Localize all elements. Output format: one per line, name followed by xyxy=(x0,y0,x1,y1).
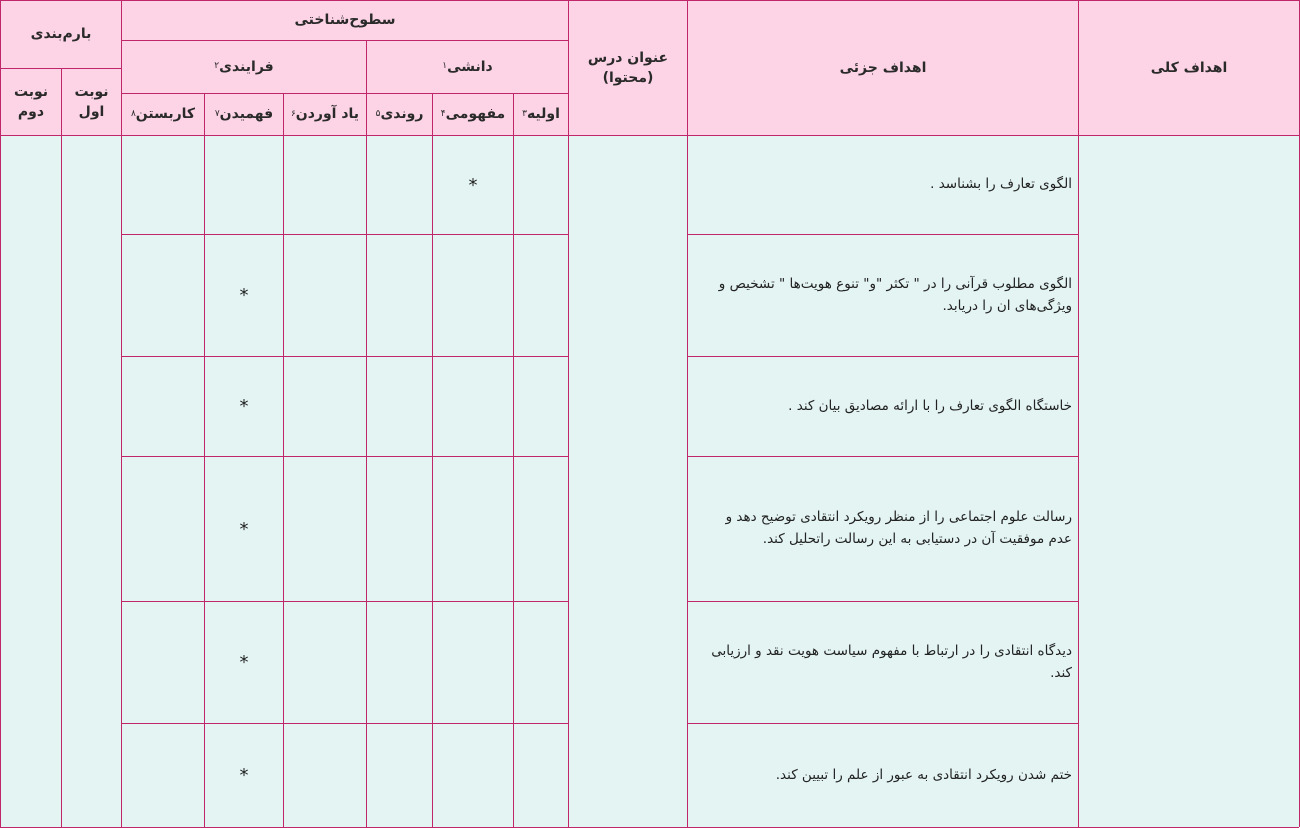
level-mark xyxy=(513,136,568,235)
level-mark xyxy=(366,136,432,235)
level-mark xyxy=(432,457,513,602)
level-mark xyxy=(366,602,432,724)
level-mark xyxy=(432,602,513,724)
objective-cell: ختم شدن رویکرد انتقادی به عبور از علم را تبیین کند. xyxy=(687,724,1078,828)
level-mark xyxy=(366,235,432,357)
level-mark xyxy=(366,357,432,457)
level-mark xyxy=(513,357,568,457)
level-mark xyxy=(283,136,366,235)
level-mark xyxy=(121,235,204,357)
header-scoring: بارم‌بندی xyxy=(0,1,121,69)
level-mark xyxy=(283,235,366,357)
level-mark xyxy=(432,357,513,457)
objective-cell: خاستگاه الگوی تعارف را با ارائه مصادیق بیان کند . xyxy=(687,357,1078,457)
objective-cell: دیدگاه انتقادی را در ارتباط با مفهوم سیاست هویت نقد و ارزیابی کند. xyxy=(687,602,1078,724)
level-mark xyxy=(283,724,366,828)
level-mark xyxy=(121,724,204,828)
level-mark xyxy=(366,724,432,828)
header-cognitive-levels: سطوح‌شناختی xyxy=(121,1,568,41)
level-primary: اولیه ۳ xyxy=(513,94,568,136)
lesson-title-cell xyxy=(568,136,687,828)
objective-cell: رسالت علوم اجتماعی را از منظر رویکرد انتقادی توضیح دهد و عدم موفقیت آن در دستیابی به این رسالت راتحلیل کند. xyxy=(687,457,1078,602)
level-mark xyxy=(121,357,204,457)
level-mark xyxy=(121,136,204,235)
level-procedural: روندی ۵ xyxy=(366,94,432,136)
header-lesson-title: عنوان درس (محتوا) xyxy=(568,1,687,136)
level-mark: * xyxy=(204,457,283,602)
second-term-score-cell xyxy=(0,136,61,828)
level-mark: * xyxy=(432,136,513,235)
level-mark: * xyxy=(204,357,283,457)
level-mark xyxy=(366,457,432,602)
level-mark xyxy=(513,602,568,724)
header-second-term: نوبت دوم xyxy=(0,69,61,136)
level-mark xyxy=(513,457,568,602)
level-mark xyxy=(513,724,568,828)
header-first-term: نوبت اول xyxy=(61,69,121,136)
header-process: فرایندی ۲ xyxy=(121,41,366,94)
level-mark: * xyxy=(204,235,283,357)
level-applying: کاربستن ۸ xyxy=(121,94,204,136)
header-knowledge: دانشی ۱ xyxy=(366,41,568,94)
level-understanding: فهمیدن ۷ xyxy=(204,94,283,136)
level-remembering: یاد آوردن ۶ xyxy=(283,94,366,136)
level-mark xyxy=(283,457,366,602)
level-mark xyxy=(121,457,204,602)
header-general-goals: اهداف کلی xyxy=(1078,1,1299,136)
first-term-score-cell xyxy=(61,136,121,828)
level-mark xyxy=(121,602,204,724)
level-mark xyxy=(432,235,513,357)
level-conceptual: مفهومی ۴ xyxy=(432,94,513,136)
level-mark xyxy=(283,602,366,724)
level-mark xyxy=(283,357,366,457)
level-mark xyxy=(513,235,568,357)
level-mark xyxy=(432,724,513,828)
general-goals-cell xyxy=(1078,136,1299,828)
objective-cell: الگوی تعارف را بشناسد . xyxy=(687,136,1078,235)
header-specific-goals: اهداف جزئی xyxy=(687,1,1078,136)
level-mark xyxy=(204,136,283,235)
level-mark: * xyxy=(204,724,283,828)
level-mark: * xyxy=(204,602,283,724)
objective-cell: الگوی مطلوب قرآنی را در " تکثر "و" تنوع هویت‌ها " تشخیص و ویژگی‌های ان را دریابد. xyxy=(687,235,1078,357)
